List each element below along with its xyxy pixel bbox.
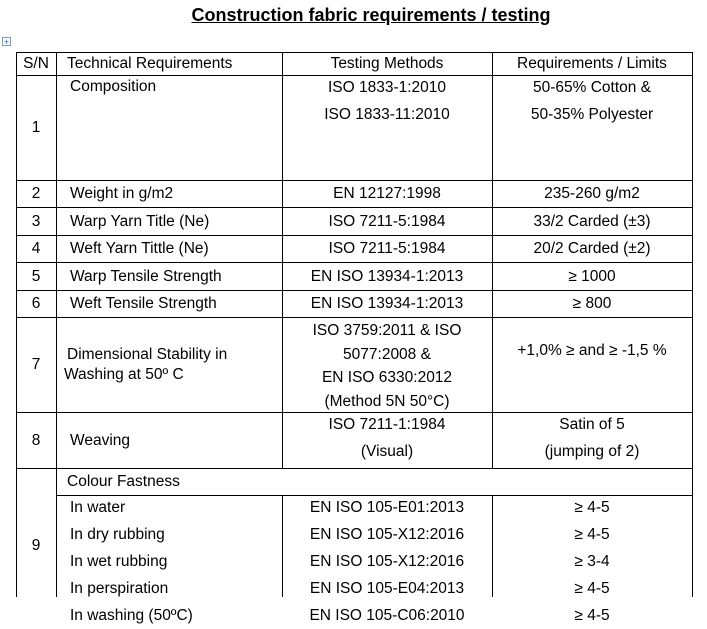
row-limit: 33/2 Carded (±3) bbox=[533, 212, 651, 230]
row-limit: 50-65% Cotton & bbox=[532, 79, 652, 96]
row-requirement: In wet rubbing bbox=[70, 553, 168, 570]
row-testing-method: EN ISO 105-E01:2013 bbox=[309, 499, 465, 516]
row-sn: 9 bbox=[31, 537, 41, 554]
row-requirement: In washing (50ºC) bbox=[70, 607, 193, 624]
row-testing-method: ISO 7211-1:1984 bbox=[328, 416, 446, 433]
row-limit: ≥ 4-5 bbox=[574, 499, 610, 516]
table-border-vertical bbox=[56, 52, 57, 597]
row-testing-method: (Visual) bbox=[360, 443, 414, 460]
row-sn: 1 bbox=[31, 119, 41, 136]
row-testing-method: EN ISO 105-X12:2016 bbox=[309, 526, 465, 543]
row-testing-method: ISO 7211-5:1984 bbox=[328, 212, 446, 230]
row-limit: ≥ 800 bbox=[572, 295, 612, 312]
row-testing-method: EN ISO 13934-1:2013 bbox=[310, 295, 464, 312]
row-requirement: Warp Tensile Strength bbox=[70, 267, 222, 285]
row-requirement: In water bbox=[70, 499, 126, 516]
row-limit: ≥ 4-5 bbox=[574, 580, 610, 597]
row-testing-method: ISO 3759:2011 & ISO bbox=[312, 322, 462, 339]
table-move-handle-icon[interactable]: + bbox=[3, 37, 10, 47]
row-testing-method: ISO 1833-11:2010 bbox=[324, 106, 450, 123]
row-requirement: In perspiration bbox=[70, 580, 169, 597]
row-testing-method: ISO 7211-5:1984 bbox=[328, 240, 446, 257]
table-border-horizontal bbox=[16, 317, 693, 318]
row-limit: (jumping of 2) bbox=[544, 443, 640, 460]
requirements-table bbox=[16, 52, 693, 624]
row-requirement: Composition bbox=[70, 78, 157, 95]
row-testing-method: ISO 1833-1:2010 bbox=[327, 79, 447, 96]
row-testing-method: EN ISO 105-E04:2013 bbox=[309, 580, 465, 597]
row-testing-method: EN ISO 6330:2012 bbox=[321, 369, 453, 386]
row-requirement: Washing at 50º C bbox=[64, 365, 184, 383]
row-sn: 2 bbox=[31, 185, 41, 202]
row-testing-method: (Method 5N 50°C) bbox=[324, 392, 450, 410]
row-limit: Satin of 5 bbox=[559, 416, 625, 433]
row-limit: ≥ 4-5 bbox=[574, 526, 610, 543]
row-requirement: Dimensional Stability in bbox=[67, 345, 228, 363]
header-technical-requirements: Technical Requirements bbox=[67, 55, 233, 72]
row-testing-method: EN ISO 13934-1:2013 bbox=[310, 267, 464, 285]
row-requirement: Weaving bbox=[70, 431, 131, 449]
section-heading-colour-fastness: Colour Fastness bbox=[67, 473, 180, 490]
row-sn: 7 bbox=[31, 356, 41, 373]
row-sn: 8 bbox=[31, 431, 41, 449]
row-limit: 20/2 Carded (±2) bbox=[533, 240, 651, 257]
table-border-vertical bbox=[692, 52, 693, 597]
page-title: Construction fabric requirements / testing bbox=[191, 5, 551, 25]
row-limit: ≥ 1000 bbox=[568, 267, 616, 285]
row-requirement: In dry rubbing bbox=[70, 526, 165, 543]
row-limit: 50-35% Polyester bbox=[530, 106, 654, 123]
row-limit: 235-260 g/m2 bbox=[544, 185, 640, 202]
header-testing-methods: Testing Methods bbox=[330, 55, 444, 72]
row-requirement: Warp Yarn Title (Ne) bbox=[70, 212, 210, 230]
row-sn: 6 bbox=[31, 295, 41, 312]
row-testing-method: 5077:2008 & bbox=[343, 345, 431, 363]
header-sn: S/N bbox=[23, 55, 49, 72]
row-limit: ≥ 3-4 bbox=[574, 553, 610, 570]
row-limit: +1,0% ≥ and ≥ -1,5 % bbox=[517, 342, 667, 359]
row-testing-method: EN ISO 105-C06:2010 bbox=[309, 607, 465, 624]
row-requirement: Weft Yarn Tittle (Ne) bbox=[70, 240, 209, 257]
row-sn: 3 bbox=[31, 212, 41, 230]
row-requirement: Weight in g/m2 bbox=[70, 185, 174, 202]
header-requirements-limits: Requirements / Limits bbox=[517, 55, 667, 72]
row-limit: ≥ 4-5 bbox=[574, 607, 610, 624]
row-sn: 4 bbox=[31, 240, 41, 257]
row-requirement: Weft Tensile Strength bbox=[70, 295, 217, 312]
row-testing-method: EN 12127:1998 bbox=[333, 185, 441, 202]
row-sn: 5 bbox=[31, 267, 41, 285]
row-testing-method: EN ISO 105-X12:2016 bbox=[309, 553, 465, 570]
